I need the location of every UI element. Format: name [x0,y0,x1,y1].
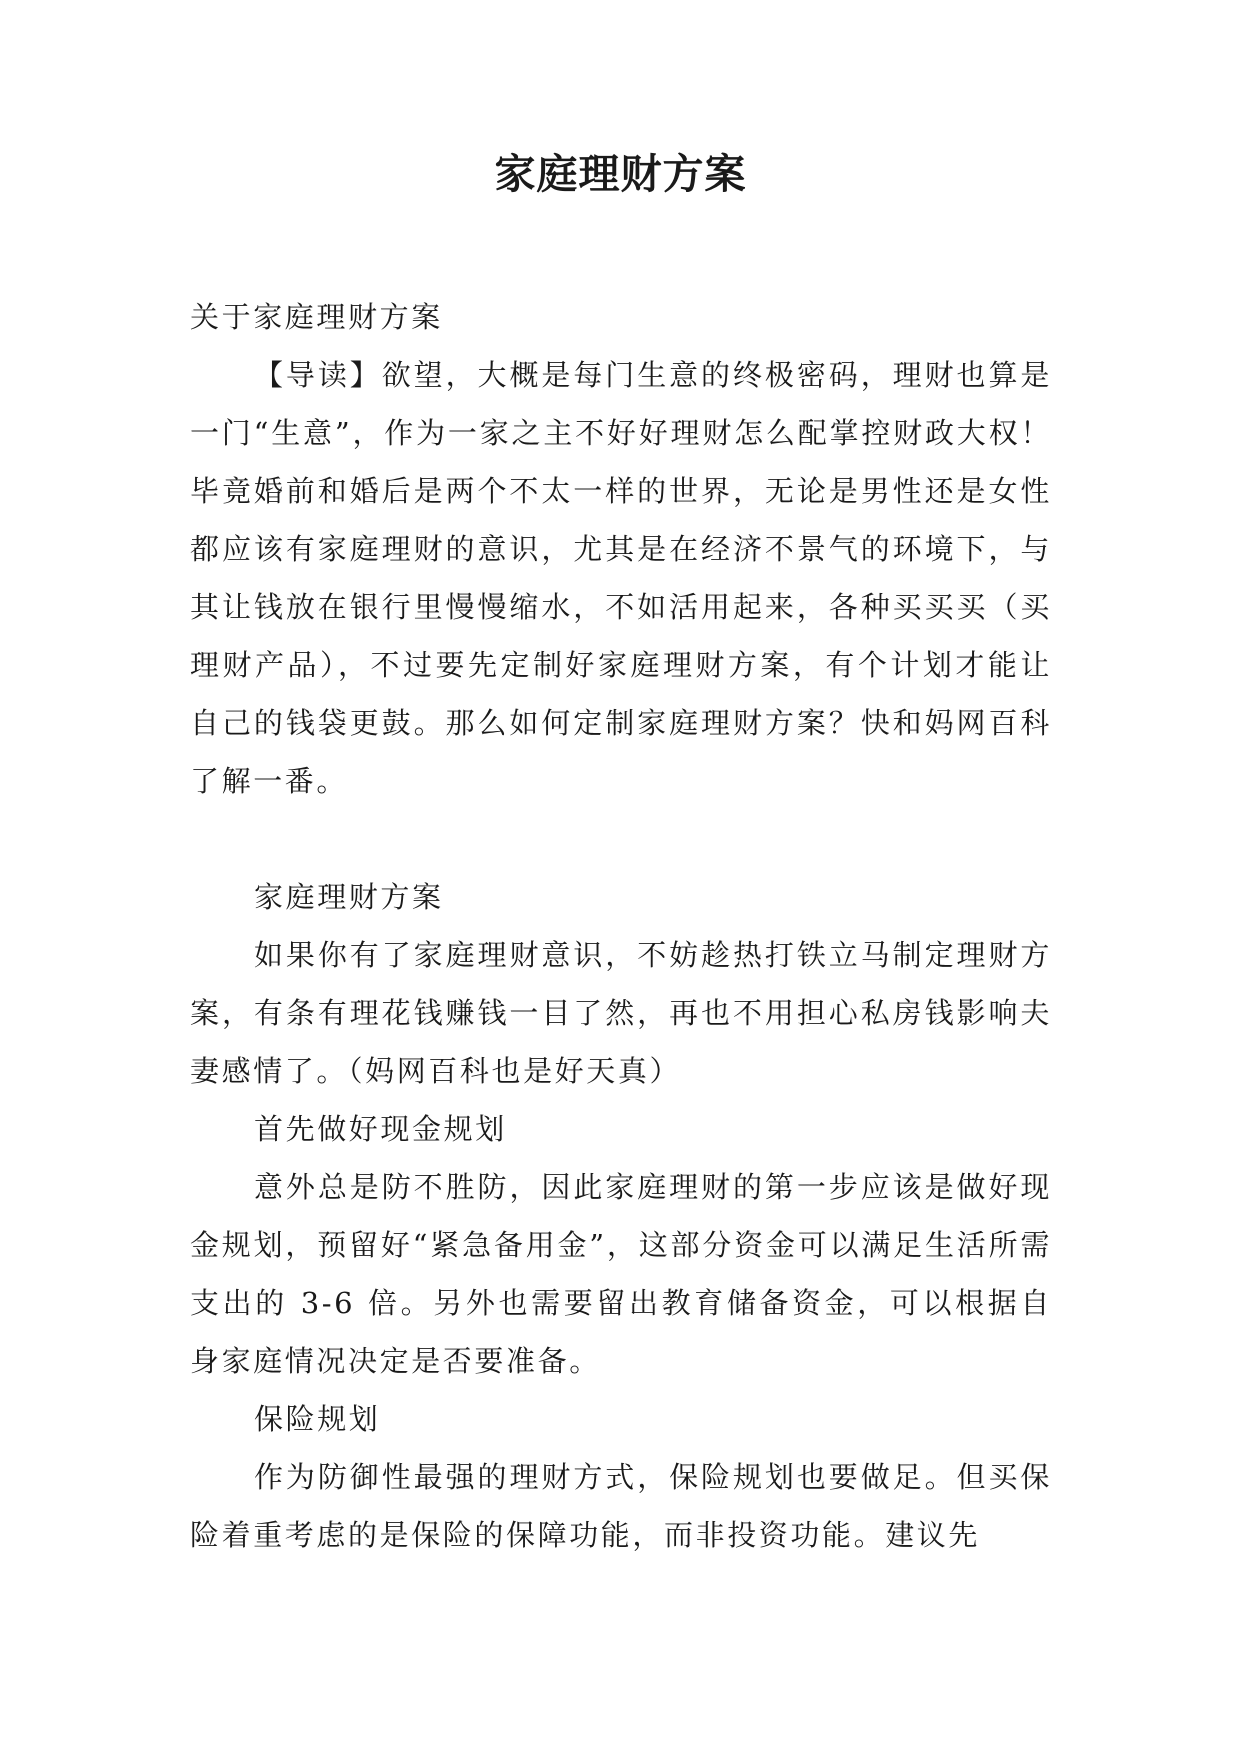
document-title: 家庭理财方案 [494,150,747,198]
insurance-planning-paragraph: 作为防御性最强的理财方式，保险规划也要做足。但买保险着重考虑的是保险的保障功能，而非投资功能。建议先 [190,1460,1052,1552]
document-body [190,288,1052,1564]
cash-planning-heading: 首先做好现金规划 [254,1112,507,1146]
section-paragraph: 如果你有了家庭理财意识，不妨趁热打铁立马制定理财方案，有条有理花钱赚钱一目了然，再也不用担心私房钱影响夫妻感情了。（妈网百科也是好天真） [190,938,1052,1088]
insurance-planning-heading: 保险规划 [254,1402,381,1436]
section-heading: 家庭理财方案 [254,880,444,914]
document-subtitle: 关于家庭理财方案 [190,300,443,334]
paragraph-spacer [190,810,1052,868]
intro-paragraph: 【导读】欲望，大概是每门生意的终极密码，理财也算是一门“生意”，作为一家之主不好好理财怎么配掌控财政大权！毕竟婚前和婚后是两个不太一样的世界，无论是男性还是女性都应该有家庭理财的意识，尤其是在经济不景气的环境下，与其让钱放在银行里慢慢缩水，不如活用起来，各种买买买（买理财产品），不过要先定制好家庭理财方案，有个计划才能让自己的钱袋更鼓。那么如何定制家庭理财方案？快和妈网百科了解一番。 [190,358,1052,798]
cash-planning-paragraph: 意外总是防不胜防，因此家庭理财的第一步应该是做好现金规划，预留好“紧急备用金”，这部分资金可以满足生活所需支出的 3-6 倍。另外也需要留出教育储备资金，可以根据自身家庭情况决定是否要准备。 [190,1170,1052,1378]
